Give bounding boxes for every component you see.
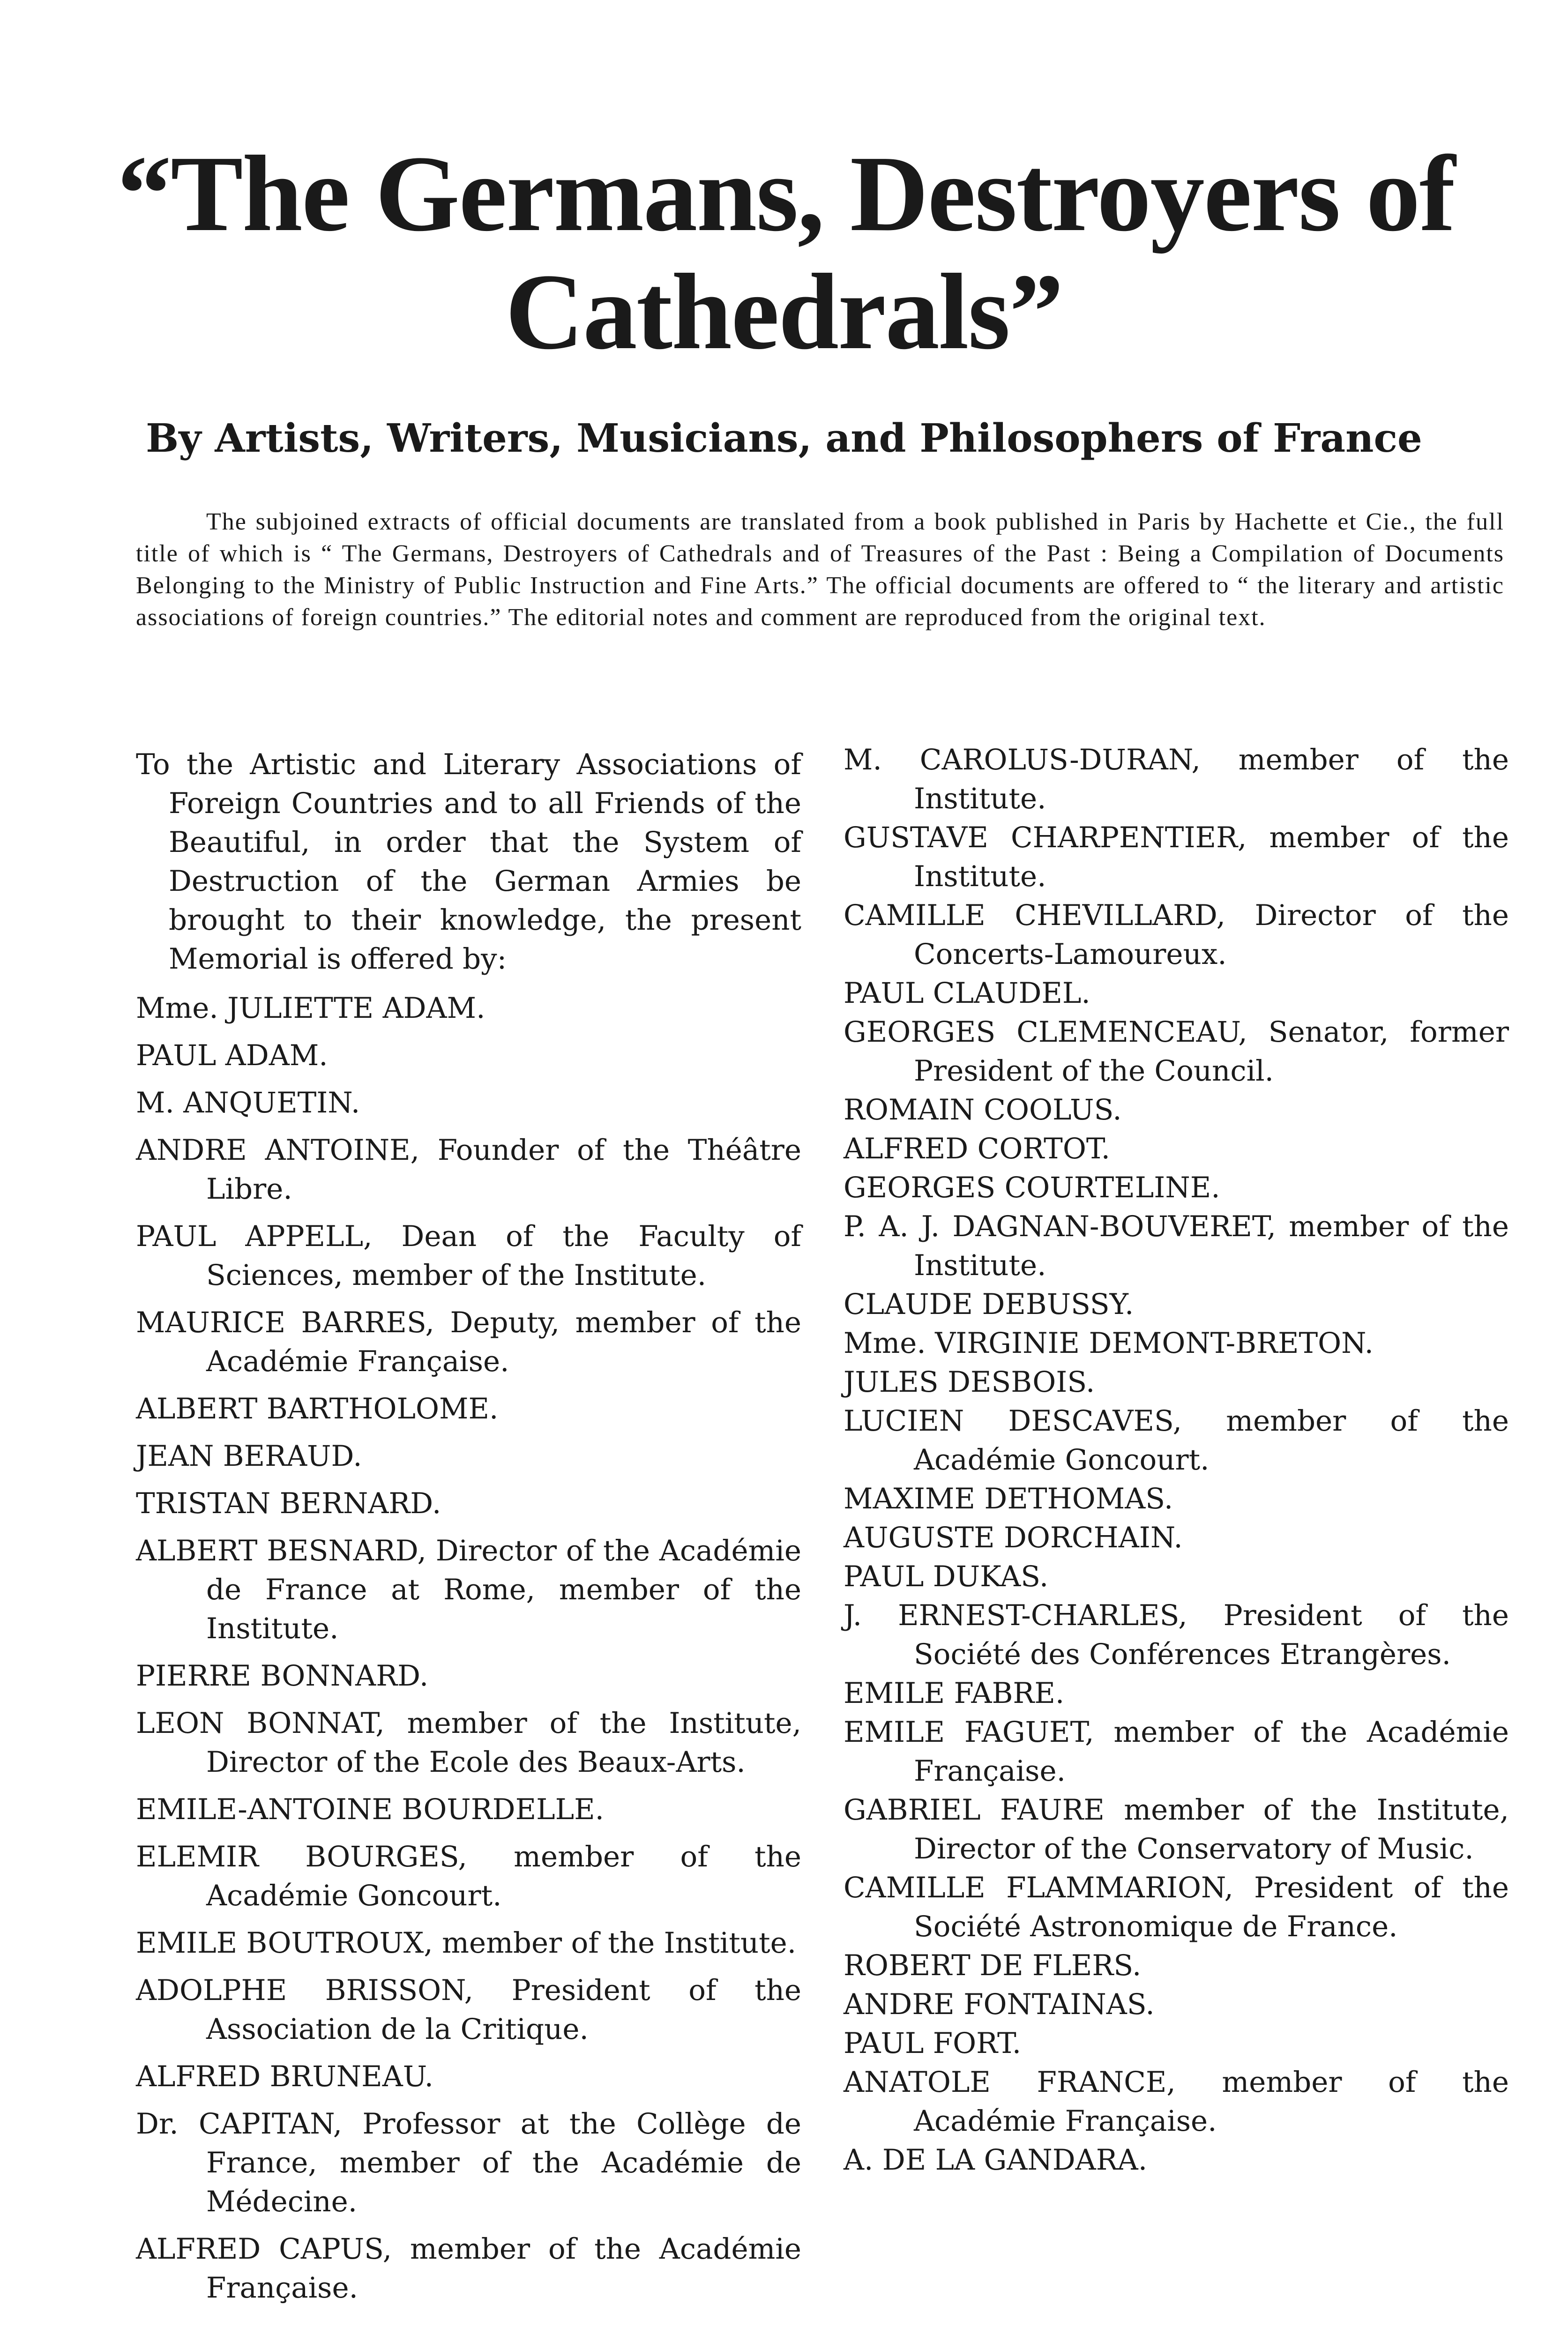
signatory-entry: PAUL FORT.	[844, 2027, 1022, 2060]
signatories-left-column	[136, 745, 801, 2316]
signatory-entry: ELEMIR BOURGES, member of the Académie Goncourt.	[136, 1840, 801, 1912]
signatory-entry: ANDRE ANTOINE, Founder of the Théâtre Libre.	[136, 1134, 801, 1206]
signatory-entry: AUGUSTE DORCHAIN.	[844, 1521, 1183, 1554]
signatories-right-column	[844, 740, 1509, 2179]
signatory-entry: ROMAIN COOLUS.	[844, 1093, 1122, 1127]
signatory-entry: GABRIEL FAURE member of the Institute, Director of the Conservatory of Music.	[844, 1793, 1509, 1865]
signatory-entry: PAUL DUKAS.	[844, 1560, 1049, 1593]
signatory-entry: M. ANQUETIN.	[136, 1086, 360, 1119]
title-line-2: Cathedrals”	[505, 252, 1063, 372]
signatory-entry: P. A. J. DAGNAN-BOUVERET, member of the Institute.	[844, 1210, 1509, 1282]
intro-paragraph: The subjoined extracts of official documents are translated from a book published in Paris by Hachette et Cie., the full title of which is “ The Germans, Destroyers of Cathedrals and of Treasures of the Past : Being a Compilation of Documents Belonging to the Ministry of Public Instruction and Fine Arts.” The official documents are offered to “ the literary and artistic associations of foreign countries.” The editorial notes and comment are reproduced from the original text.	[136, 508, 1504, 631]
signatory-entry: PAUL ADAM.	[136, 1039, 328, 1072]
signatory-entry: Mme. VIRGINIE DEMONT-BRETON.	[844, 1327, 1374, 1360]
signatory-entry: ROBERT DE FLERS.	[844, 1949, 1142, 1982]
signatory-entry: PAUL CLAUDEL.	[844, 977, 1090, 1010]
signatory-entry: GUSTAVE CHARPENTIER, member of the Institute.	[844, 821, 1509, 893]
signatory-entry: ANATOLE FRANCE, member of the Académie Française.	[844, 2066, 1509, 2138]
signatory-entry: J. ERNEST-CHARLES, President of the Société des Conférences Etrangères.	[844, 1599, 1509, 1671]
article-title	[117, 134, 1455, 384]
signatory-entry: EMILE-ANTOINE BOURDELLE.	[136, 1793, 605, 1826]
signatory-entry: CAMILLE CHEVILLARD, Director of the Concerts-Lamoureux.	[844, 899, 1509, 971]
signatory-entry: EMILE FAGUET, member of the Académie Française.	[844, 1716, 1509, 1788]
signatory-entry: MAXIME DETHOMAS.	[844, 1482, 1173, 1515]
signatory-entry: LUCIEN DESCAVES, member of the Académie Goncourt.	[844, 1404, 1509, 1477]
signatory-entry: TRISTAN BERNARD.	[136, 1487, 441, 1520]
article-subtitle: By Artists, Writers, Musicians, and Philosophers of France	[146, 415, 1422, 461]
signatory-entry: LEON BONNAT, member of the Institute, Director of the Ecole des Beaux-Arts.	[136, 1707, 801, 1779]
dedication-paragraph: To the Artistic and Literary Associations of Foreign Countries and to all Friends of the Beautiful, in order that the System of Destruction of the German Armies be brought to their knowledge, the present Memorial is offered by:	[136, 748, 801, 976]
signatory-entry: PIERRE BONNARD.	[136, 1659, 429, 1693]
signatory-entry: Mme. JULIETTE ADAM.	[136, 992, 485, 1025]
signatory-entry: JEAN BERAUD.	[136, 1440, 362, 1473]
signatory-entry: Dr. CAPITAN, Professor at the Collège de France, member of the Académie de Médecine.	[136, 2107, 801, 2218]
title-line-1: “The Germans, Destroyers of	[117, 134, 1455, 254]
signatory-entry: ALBERT BARTHOLOME.	[136, 1392, 499, 1425]
signatory-entry: CLAUDE DEBUSSY.	[844, 1288, 1134, 1321]
signatory-entry: EMILE FABRE.	[844, 1677, 1065, 1710]
signatory-entry: M. CAROLUS-DURAN, member of the Institute.	[844, 743, 1509, 815]
signatory-entry: ALFRED CAPUS, member of the Académie Française.	[136, 2232, 801, 2305]
signatory-entry: ALFRED CORTOT.	[844, 1132, 1110, 1165]
signatory-entry: GEORGES COURTELINE.	[844, 1171, 1220, 1204]
signatory-entry: ALFRED BRUNEAU.	[136, 2060, 433, 2093]
signatory-entry: GEORGES CLEMENCEAU, Senator, former President of the Council.	[844, 1015, 1509, 1088]
signatory-entry: ALBERT BESNARD, Director of the Académie de France at Rome, member of the Institute.	[136, 1534, 801, 1645]
signatory-entry: ADOLPHE BRISSON, President of the Association de la Critique.	[136, 1974, 801, 2046]
signatory-entry: PAUL APPELL, Dean of the Faculty of Sciences, member of the Institute.	[136, 1220, 801, 1292]
signatory-entry: ANDRE FONTAINAS.	[844, 1988, 1155, 2021]
signatory-entry: JULES DESBOIS.	[844, 1366, 1095, 1399]
signatory-entry: CAMILLE FLAMMARION, President of the Société Astronomique de France.	[844, 1871, 1509, 1943]
signatory-entry: MAURICE BARRES, Deputy, member of the Académie Française.	[136, 1306, 801, 1378]
signatory-entry: EMILE BOUTROUX, member of the Institute.	[136, 1926, 797, 1960]
signatory-entry: A. DE LA GANDARA.	[844, 2143, 1148, 2177]
